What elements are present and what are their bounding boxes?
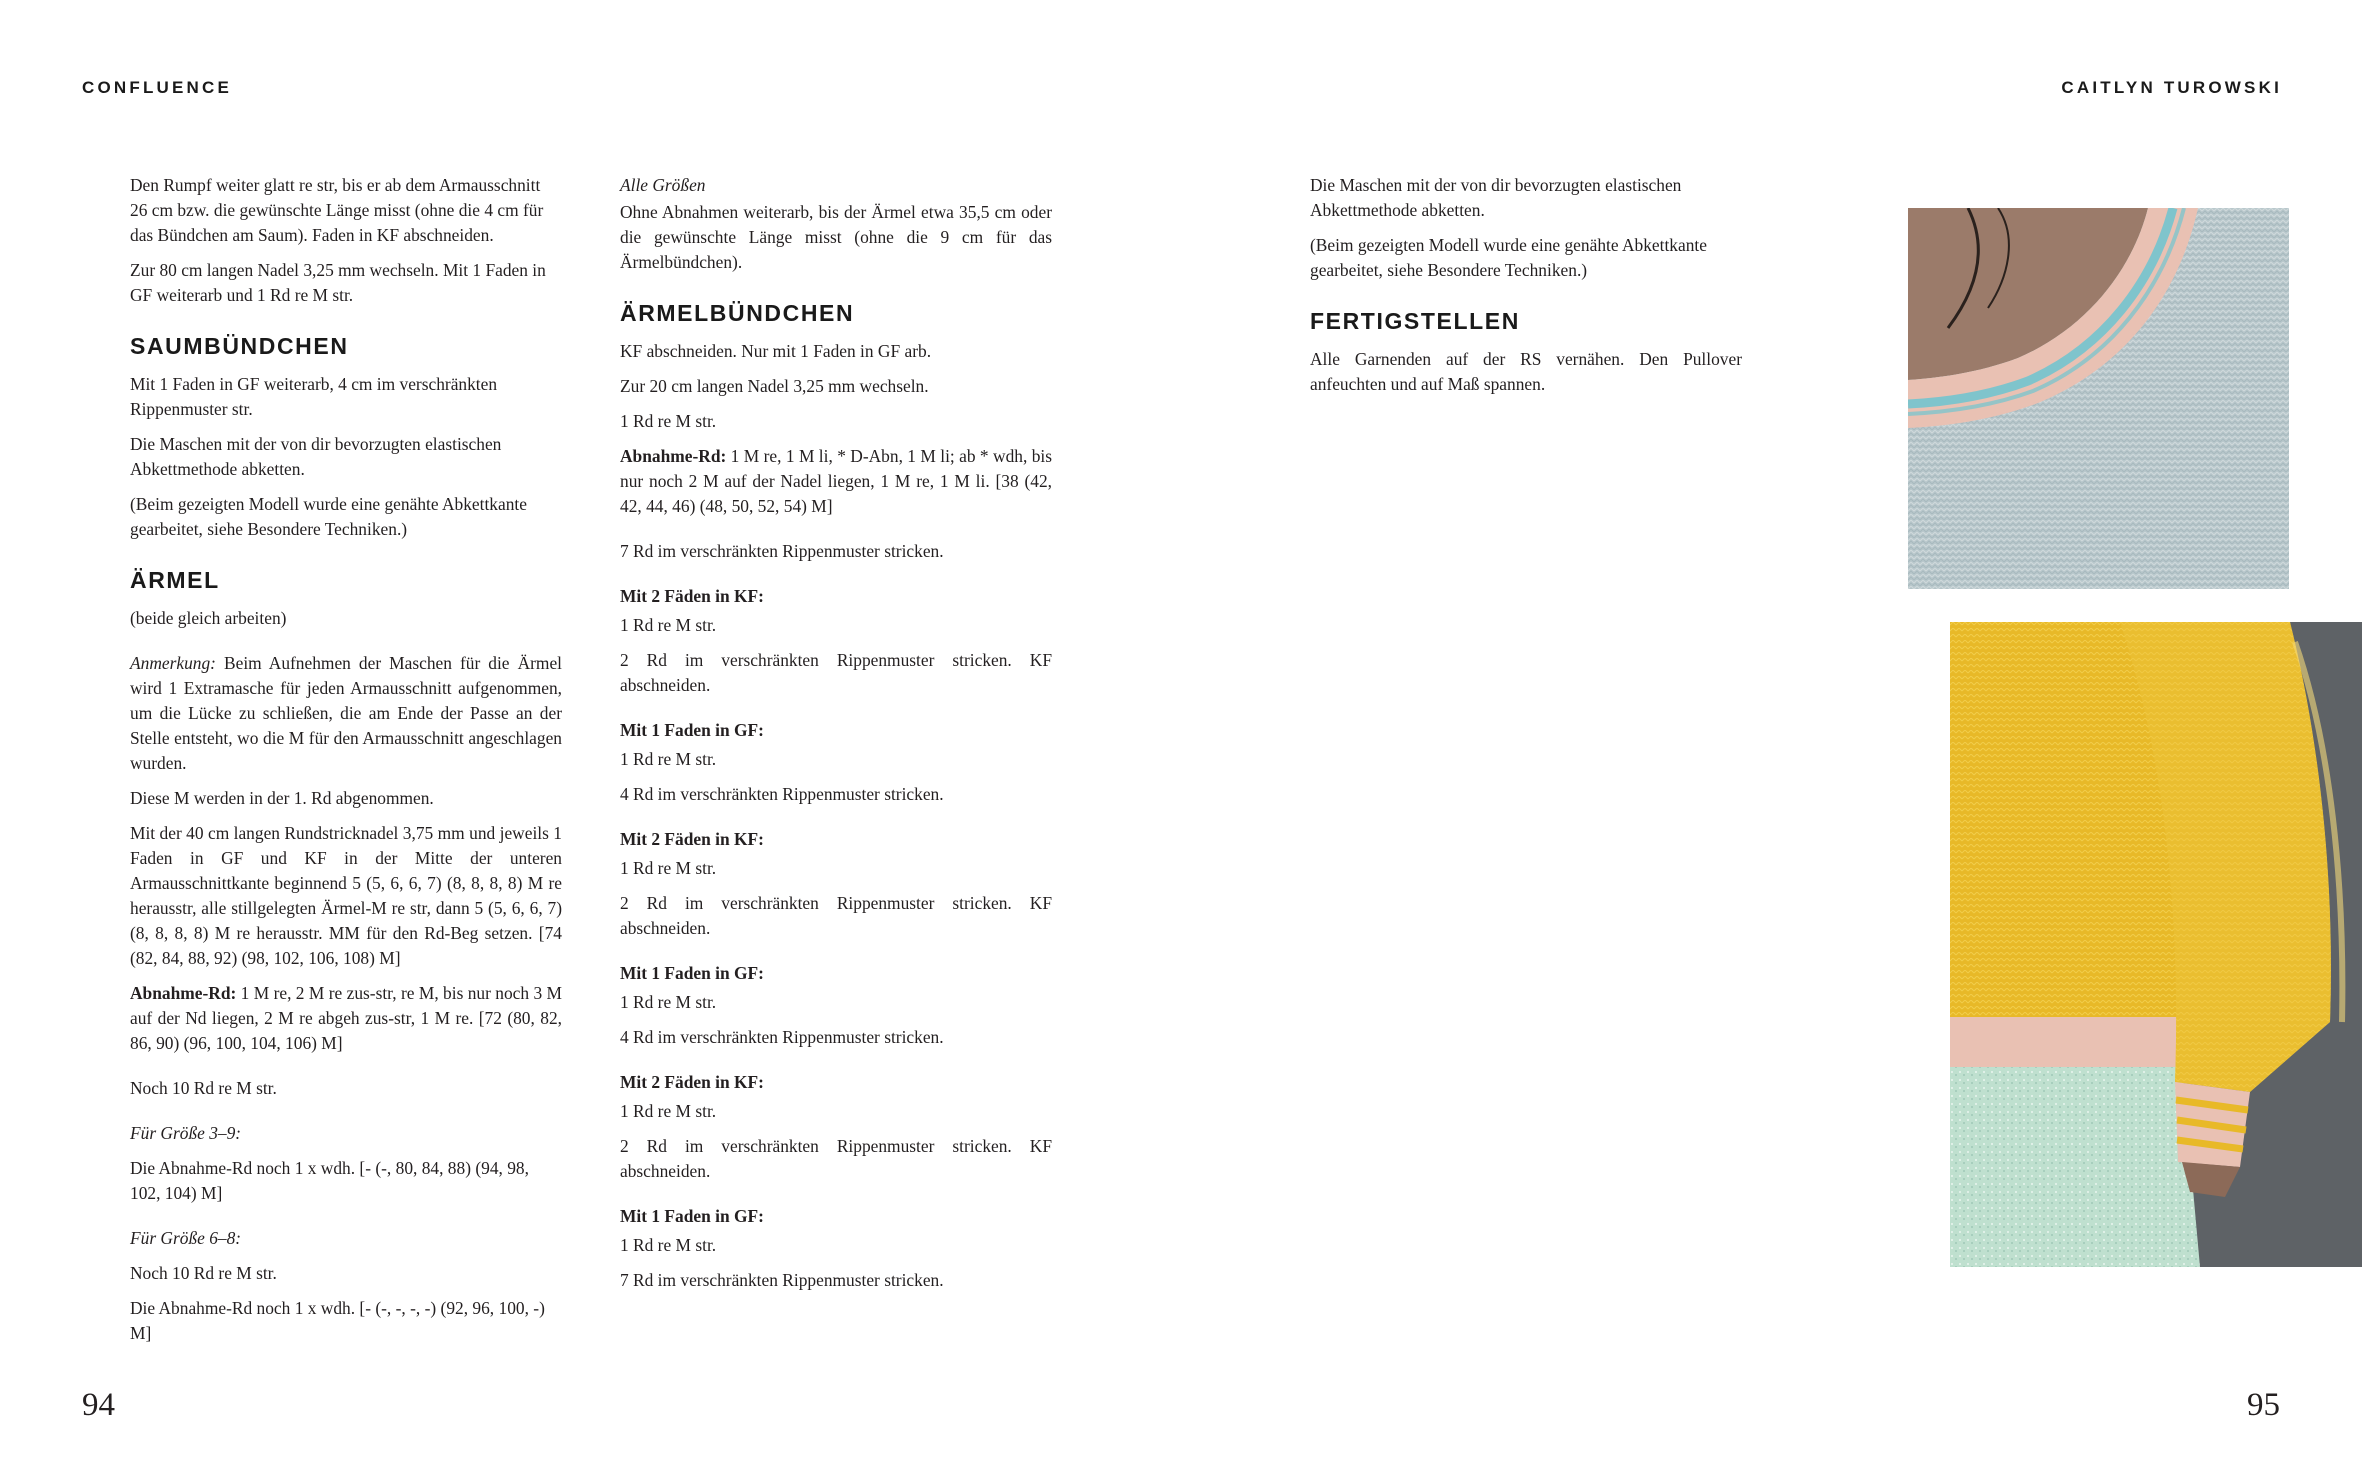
paragraph: (Beim gezeigten Modell wurde eine genähte Abkettkante gearbeitet, siehe Besondere Techniken.) — [1310, 235, 1707, 280]
step-label-text: Mit 2 Fäden in KF: — [620, 1072, 764, 1092]
paragraph: 1 Rd re M str. — [620, 615, 717, 635]
paragraph: Alle Garnenden auf der RS vernähen. Den Pullover anfeuchten und auf Maß spannen. — [1310, 349, 1742, 394]
size-label: Für Größe 6–8: — [130, 1228, 242, 1248]
paragraph: 4 Rd im verschränkten Rippenmuster stricken. — [620, 784, 944, 804]
step-label — [620, 961, 1052, 986]
paragraph: Mit der 40 cm langen Rundstricknadel 3,75 mm und jeweils 1 Faden in GF und KF in der Mitte der unteren Armausschnittkante beginnend 5 (5, 6, 6, 7) (8, 8, 8, 8) M re herausstr, alle stillgelegten Ärmel-M re str, dann 5 (5, 6, 6, 7) (8, 8, 8, 8) M re herausstr. MM für den Rd-Beg setzen. [74 (82, 84, 88, 92) (98, 102, 106, 108) M] — [130, 823, 562, 968]
paragraph: 1 Rd re M str. — [620, 749, 717, 769]
step-label-text: Mit 2 Fäden in KF: — [620, 829, 764, 849]
sleeve-photo — [1950, 622, 2362, 1267]
running-header-right: CAITLYN TUROWSKI — [2061, 78, 2282, 97]
paragraph: 1 Rd re M str. — [620, 858, 717, 878]
paragraph: KF abschneiden. Nur mit 1 Faden in GF arb. — [620, 341, 932, 361]
size-label: Alle Größen — [620, 175, 706, 195]
sleeve-illustration — [1950, 622, 2362, 1267]
step-label — [620, 1070, 1052, 1095]
section-heading-aermelbuendchen: ÄRMELBÜNDCHEN — [620, 300, 855, 326]
paragraph: Die Abnahme-Rd noch 1 x wdh. [- (-, -, -, -) (92, 96, 100, -) M] — [130, 1298, 545, 1343]
decrease-round-text: 1 M re, 1 M li, * D-Abn, 1 M li; ab * wdh, bis nur noch 2 M auf der Nadel liegen, 1 M re, 1 M li. [38 (42, 42, 44, 46) (48, 50, 52, 54) M] — [620, 446, 1052, 516]
section-heading-saumbuendchen: SAUMBÜNDCHEN — [130, 333, 349, 359]
paragraph: 2 Rd im verschränkten Rippenmuster stricken. KF abschneiden. — [620, 1136, 1052, 1181]
paragraph: 1 Rd re M str. — [620, 992, 717, 1012]
paragraph: 1 Rd re M str. — [620, 1101, 717, 1121]
step-label — [620, 1204, 1052, 1229]
paragraph: 4 Rd im verschränkten Rippenmuster stricken. — [620, 1027, 944, 1047]
paragraph: Die Maschen mit der von dir bevorzugten elastischen Abkettmethode abketten. — [1310, 175, 1682, 220]
paragraph: 1 Rd re M str. — [620, 1235, 717, 1255]
note-paragraph — [130, 651, 562, 776]
size-label: Für Größe 3–9: — [130, 1123, 242, 1143]
step-label — [620, 827, 1052, 852]
paragraph: 7 Rd im verschränkten Rippenmuster stricken. — [620, 1270, 944, 1290]
step-label — [620, 718, 1052, 743]
step-label-text: Mit 1 Faden in GF: — [620, 720, 764, 740]
paragraph: 2 Rd im verschränkten Rippenmuster stricken. KF abschneiden. — [620, 650, 1052, 695]
paragraph: Noch 10 Rd re M str. — [130, 1263, 277, 1283]
decrease-round-label: Abnahme-Rd: — [620, 446, 727, 466]
step-label-text: Mit 1 Faden in GF: — [620, 1206, 764, 1226]
page-number-right: 95 — [2247, 1387, 2280, 1423]
paragraph: 7 Rd im verschränkten Rippenmuster stricken. — [620, 541, 944, 561]
running-header-left: CONFLUENCE — [82, 78, 233, 97]
decrease-round-text: 1 M re, 2 M re zus-str, re M, bis nur noch 3 M auf der Nd liegen, 2 M re abgeh zus-str, 1 M re. [72 (80, 82, 86, 90) (96, 100, 104, 106) M] — [130, 983, 562, 1053]
neckline-illustration — [1908, 208, 2289, 589]
neckline-photo — [1908, 208, 2289, 589]
decrease-round-paragraph — [130, 981, 562, 1056]
paragraph: (Beim gezeigten Modell wurde eine genähte Abkettkante gearbeitet, siehe Besondere Techniken.) — [130, 494, 527, 539]
paragraph: Ohne Abnahmen weiterarb, bis der Ärmel etwa 35,5 cm oder die gewünschte Länge misst (ohne die 9 cm für das Ärmelbündchen). — [620, 202, 1052, 272]
page-number-left: 94 — [82, 1387, 115, 1423]
paragraph: Die Maschen mit der von dir bevorzugten elastischen Abkettmethode abketten. — [130, 434, 502, 479]
paragraph: Zur 20 cm langen Nadel 3,25 mm wechseln. — [620, 376, 929, 396]
text-column-3 — [1310, 173, 1742, 407]
decrease-round-paragraph — [620, 444, 1052, 519]
note-text: Beim Aufnehmen der Maschen für die Ärmel wird 1 Extramasche für jeden Armausschnitt aufgenommen, um die Lücke zu schließen, die am Ende der Passe an der Stelle entsteht, wo die M für den Armausschnitt angeschlagen wurden. — [130, 653, 562, 773]
paragraph: Den Rumpf weiter glatt re str, bis er ab dem Armausschnitt 26 cm bzw. die gewünschte Länge misst (ohne die 4 cm für das Bündchen am Saum). Faden in KF abschneiden. — [130, 175, 544, 245]
paragraph: Diese M werden in der 1. Rd abgenommen. — [130, 788, 434, 808]
paragraph: Noch 10 Rd re M str. — [130, 1078, 277, 1098]
decrease-round-label: Abnahme-Rd: — [130, 983, 237, 1003]
paragraph: 2 Rd im verschränkten Rippenmuster stricken. KF abschneiden. — [620, 893, 1052, 938]
paragraph: 1 Rd re M str. — [620, 411, 717, 431]
step-label — [620, 584, 1052, 609]
note-label: Anmerkung: — [130, 653, 216, 673]
paragraph: Die Abnahme-Rd noch 1 x wdh. [- (-, 80, 84, 88) (94, 98, 102, 104) M] — [130, 1158, 529, 1203]
paragraph: Mit 1 Faden in GF weiterarb, 4 cm im verschränkten Rippenmuster str. — [130, 374, 498, 419]
paragraph: Zur 80 cm langen Nadel 3,25 mm wechseln. Mit 1 Faden in GF weiterarb und 1 Rd re M str. — [130, 260, 546, 305]
step-label-text: Mit 1 Faden in GF: — [620, 963, 764, 983]
text-column-2 — [620, 173, 1052, 1303]
paragraph: (beide gleich arbeiten) — [130, 608, 287, 628]
step-label-text: Mit 2 Fäden in KF: — [620, 586, 764, 606]
section-heading-fertigstellen: FERTIGSTELLEN — [1310, 308, 1520, 334]
section-heading-aermel: ÄRMEL — [130, 567, 220, 593]
text-column-1 — [130, 173, 562, 1356]
